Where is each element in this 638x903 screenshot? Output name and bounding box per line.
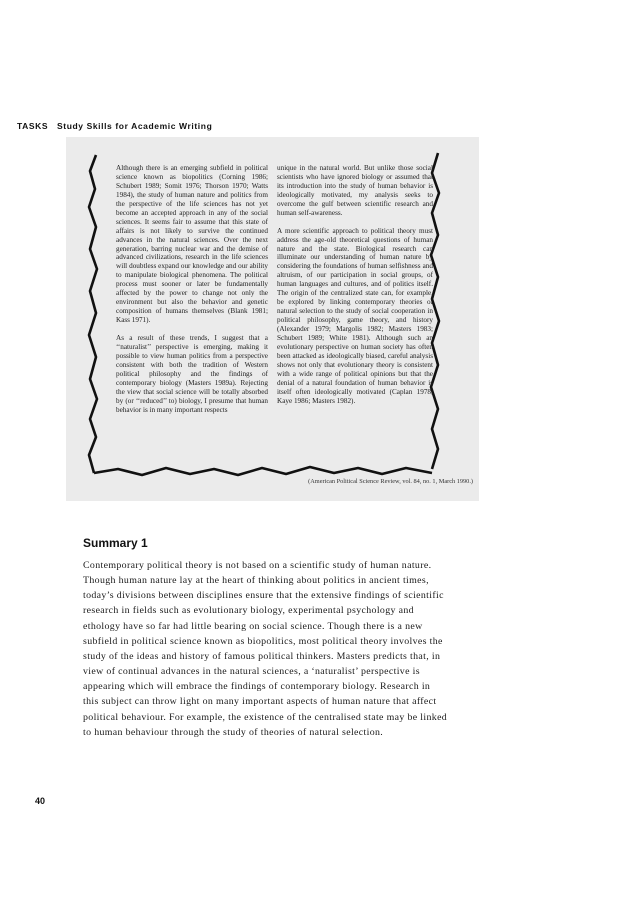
summary-line: political behaviour. For example, the existence of the centralised state may be linked [83, 711, 448, 723]
summary-line: Contemporary political theory is not based on a scientific study of human nature. [83, 560, 432, 571]
summary-line: this subject can throw light on many important aspects of human nature that affect [83, 696, 437, 708]
excerpt-paragraph: As a result of these trends, I suggest that a ‘‘naturalist’’ perspective is emerging, making it possible to view human politics from a perspective consistent with both the tradition of Western political philosophy and the findings of contemporary biology (Masters 1989a). Rejecting the view that social science will be totally absorbed by (or ‘‘reduced’’ to) biology, I presume that human behavior is in many important respects [116, 334, 268, 414]
summary-line: study of the ideas and history of famous political thinkers. Masters predicts that, in [83, 650, 441, 662]
excerpt-paragraph: A more scientific approach to political theory must address the age-old theoretical questions of human nature and the state. Biological research can illuminate our understanding of human nature by considering the foundations of human selfishness and altruism, of our participation in social groups, of human languages and cultures, and of politics itself. The origin of the centralized state can, for example, be explored by linking contemporary theories of natural selection to the study of social cooperation in political philosophy, game theory, and history (Alexander 1979; Margolis 1982; Masters 1983; Schubert 1989; White 1981). Although such an evolutionary perspective on human society has often been attacked as ideologically biased, careful analysis shows not only that evolutionary theory is consistent with a wide range of political opinions but that the denial of a natural foundation of human behavior is itself often ideologically motivated (Caplan 1978; Kaye 1986; Masters 1982). [277, 226, 433, 405]
page-number: 40 [35, 796, 46, 806]
summary-body [83, 558, 475, 740]
excerpt-paragraph: unique in the natural world. But unlike those social scientists who have ignored biology or assumed that its introduction into the study of human behavior is ideologically motivated, my analysis seeks to overcome the gulf between scientific research and human self-awareness. [277, 163, 433, 217]
summary-line: ethology have so far had little bearing on social science. Though there is a new [83, 620, 423, 632]
summary-line: today’s divisions between disciplines ensure that the extensive findings of scientific [83, 590, 444, 602]
summary-line: subfield in political science known as biopolitics, most political theory involves the [83, 635, 443, 647]
excerpt-left-column [116, 155, 268, 424]
summary-line: to human behaviour through the study of theories of natural selection. [83, 726, 384, 738]
excerpt-paragraph: Although there is an emerging subfield in political science known as biopolitics (Corning 1986; Schubert 1989; Somit 1976; Thorson 1970; Watts 1984), the study of human nature and politics from the perspective of the life sciences has not yet become an accepted approach in any of the social sciences. It seems fair to assume that this state of affairs is not likely to survive the continued advances in the natural sciences. Over the next generation, barring nuclear war and the demise of advanced civilizations, research in the life sciences will doubtless expand our knowledge and our ability to manipulate biological phenomena. The political process must sooner or later be fundamentally affected by the power to change not only the environment but also the behavior and genetic composition of humans themselves (Blank 1981; Kass 1971). [116, 163, 268, 325]
section-label: TASKS [17, 121, 49, 131]
summary-line: research in fields such as evolutionary biology, experimental psychology and [83, 605, 414, 617]
summary-title: Summary 1 [83, 536, 148, 550]
summary-line: appearing which will embrace the findings of contemporary biology. Research in [83, 681, 431, 693]
summary-line: view of continual advances in the natural sciences, a ‘naturalist’ perspective is [83, 666, 420, 678]
summary-line: Though human nature lay at the heart of thinking about politics in ancient times, [83, 575, 429, 587]
excerpt-right-column [277, 155, 433, 415]
scanned-excerpt [66, 137, 479, 501]
book-title: Study Skills for Academic Writing [57, 121, 213, 131]
source-citation: (American Political Science Review, vol. 84, no. 1, March 1990.) [308, 478, 473, 485]
